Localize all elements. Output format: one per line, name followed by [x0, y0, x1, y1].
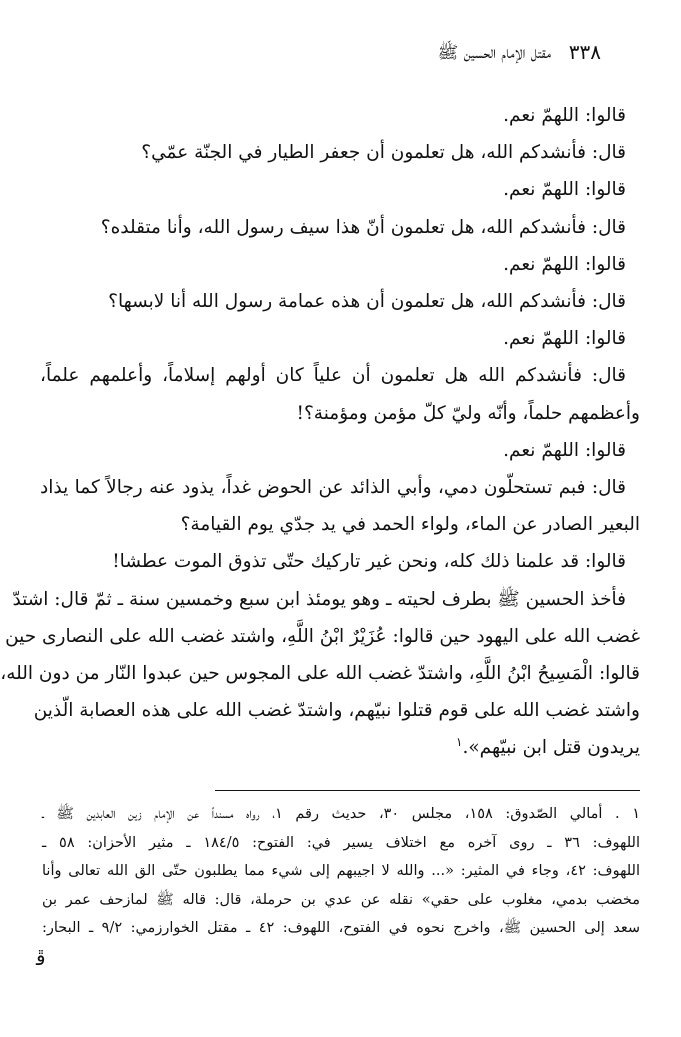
running-title: مقتل الإمام الحسين ﷺ	[437, 43, 551, 63]
text-line: قالوا: اللهمّ نعم.	[503, 328, 626, 350]
text-line: واشتد غضب الله على قوم قتلوا نبيّهم، واشتدّ غضب الله على هذه العصابة الّذين	[33, 700, 640, 722]
text-line: قال: فأنشدكم الله، هل تعلمون أن جعفر الطيار في الجنّة عمّي؟	[141, 142, 626, 164]
footnote-line: سعد إلى الحسين ﷺ، واخرج نحوه في الفتوح، اللهوف: ٤٢ ـ مقتل الخوارزمي: ٩/٢ ـ البحار:	[42, 920, 640, 936]
text-line: قال: فأنشدكم الله، هل تعلمون أنّ هذا سيف رسول الله، وأنا متقلده؟	[100, 216, 626, 238]
page-number: ٣٣٨	[568, 40, 601, 64]
footnote-line: ١ . أمالي الصّدوق: ١٥٨، مجلس ٣٠، حديث رقم ١، رواه مسنداً عن الإمام زين العابدين ﷺ ـ	[42, 806, 640, 822]
text-line: فأخذ الحسين ﷺ بطرف لحيته ـ وهو يومئذ ابن سبع وخمسين سنة ـ ثمّ قال: اشتدّ	[12, 588, 626, 610]
text-line: قال: فبم تستحلّون دمي، وأبي الذائد عن الحوض غداً، يذود عنه رجالاً كما يذاد	[40, 477, 626, 499]
text-line: قالوا: اللهمّ نعم.	[503, 105, 626, 126]
footnote-reference: ١	[456, 735, 463, 750]
text-line: قال: فأنشدكم الله، هل تعلمون أن هذه عمامة رسول الله أنا لابسها؟	[108, 291, 626, 313]
text-line: قالوا: قد علمنا ذلك كله، ونحن غير تاركيك حتّى تذوق الموت عطشا!	[112, 551, 626, 573]
footnote-divider	[215, 790, 640, 791]
footnote-line: اللهوف: ٣٦ ـ روى آخره مع اختلاف يسير في: الفتوح: ١٨٤/٥ ـ مثير الأحزان: ٥٨ ـ	[42, 834, 640, 851]
text-line: وأعظمهم حلماً، وأنّه وليّ كلّ مؤمن ومؤمنة؟!	[296, 402, 640, 424]
text-line: قالوا: اللهمّ نعم.	[503, 179, 626, 201]
text-line-last	[40, 729, 640, 766]
footnote-line: اللهوف: ٤٢، وجاء في المثير: «... والله لا اجيبهم إلى شيء مما يطلبون حتّى الق الله تعالى وأنا	[42, 863, 640, 879]
footnote-line: مخضب بدمي، مغلوب على حقي» نقله عن عدي بن حرملة، قال: قاله ﷺ لمازحف عمر بن	[42, 891, 640, 908]
text-line: قالوا: اللهمّ نعم.	[503, 439, 626, 461]
main-text	[0, 97, 640, 767]
text-line: قالوا: اللهمّ نعم.	[503, 253, 626, 275]
text-line: قال: فأنشدكم الله هل تعلمون أن علياً كان أولهم إسلاماً، وأعلمهم علماً،	[40, 365, 626, 387]
text-line: يريدون قتل ابن نبيّهم».	[462, 737, 640, 759]
text-line: البعير الصادر عن الماء، ولواء الحمد في يد جدّي يوم القيامة؟	[180, 514, 640, 536]
page-header	[0, 36, 681, 76]
footnotes	[42, 800, 640, 943]
continuation-mark: ﭰ	[36, 946, 46, 970]
text-line: قالوا: الْمَسِيحُ ابْنُ اللَّهِ، واشتدّ غضب الله على المجوس حين عبدوا النّار من دون الله،	[0, 663, 640, 685]
text-line: غضب الله على اليهود حين قالوا: عُزَيْرٌ ابْنُ اللَّهِ، واشتد غضب الله على النصارى حين	[5, 625, 640, 647]
